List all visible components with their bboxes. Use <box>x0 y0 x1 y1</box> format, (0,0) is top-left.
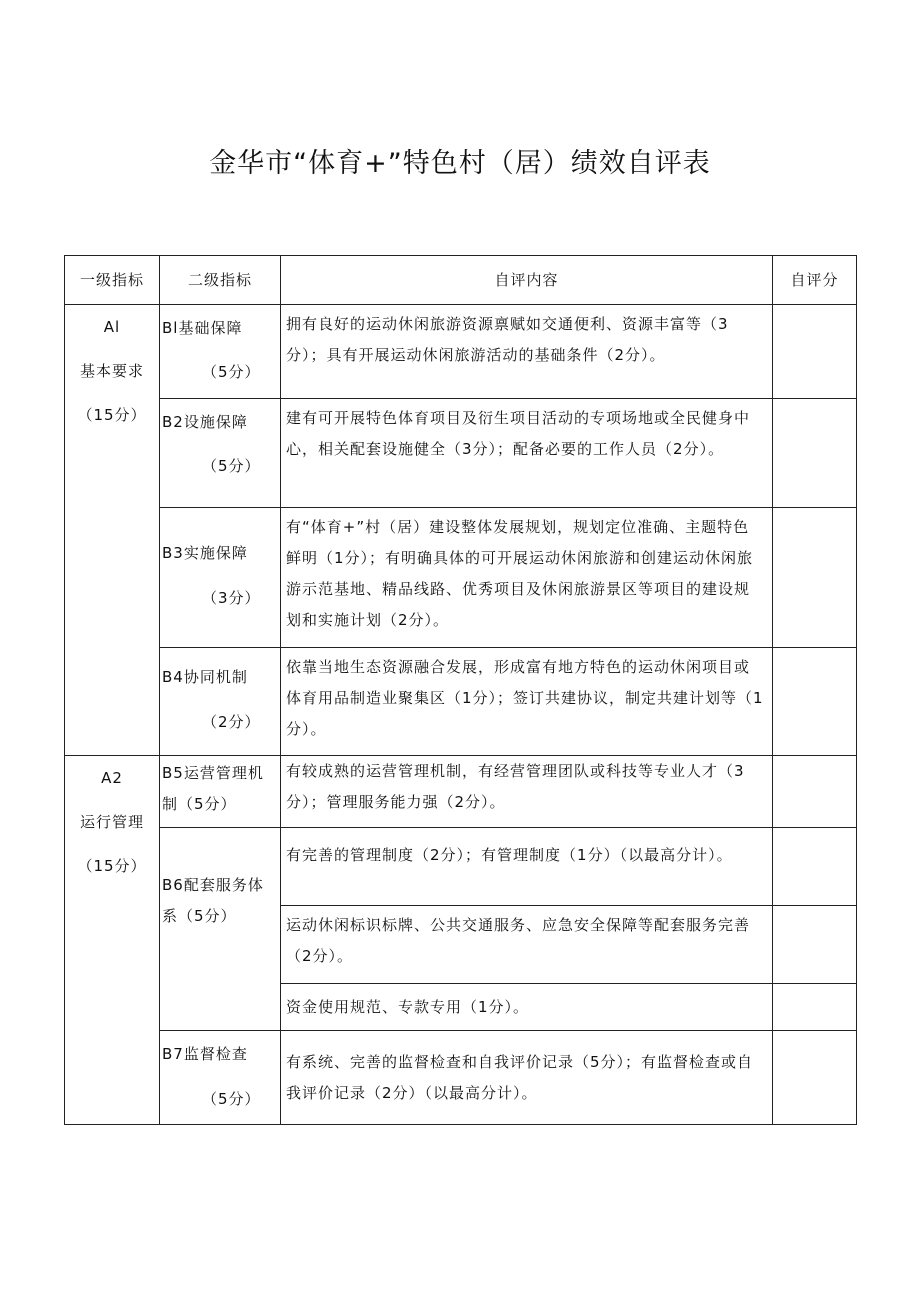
level2-cell-b5 <box>160 756 281 828</box>
table-header-row <box>65 256 857 305</box>
self-score-input[interactable] <box>773 906 857 984</box>
level1-code: A2 <box>101 769 123 787</box>
content-cell: 有系统、完善的监督检查和自我评价记录（5分）；有监督检查或自我评价记录（2分）（以最高分计）。 <box>281 1031 773 1125</box>
level2-title: Bl基础保障 <box>162 319 243 337</box>
self-score-input[interactable] <box>773 399 857 508</box>
level1-name: 运行管理 <box>79 813 144 831</box>
content-cell: 依靠当地生态资源融合发展，形成富有地方特色的运动休闲项目或体育用品制造业聚集区（1分）；签订共建协议，制定共建计划等（1分）。 <box>281 648 773 756</box>
self-score-input[interactable] <box>773 648 857 756</box>
table-row <box>65 756 857 828</box>
self-score-input[interactable] <box>773 305 857 399</box>
content-cell: 资金使用规范、专款专用（1分）。 <box>281 984 773 1031</box>
level2-title: B2设施保障 <box>162 413 248 431</box>
level2-cell-b7 <box>160 1031 281 1125</box>
content-cell: 拥有良好的运动休闲旅游资源禀赋如交通便利、资源丰富等（3分）；具有开展运动休闲旅游活动的基础条件（2分）。 <box>281 305 773 399</box>
header-content: 自评内容 <box>281 256 773 305</box>
content-cell: 有“体育+”村（居）建设整体发展规划，规划定位准确、主题特色鲜明（1分）；有明确具体的可开展运动休闲旅游和创建运动休闲旅游示范基地、精品线路、优秀项目及休闲旅游景区等项目的建设规划和实施计划（2分）。 <box>281 508 773 648</box>
level1-code: Al <box>103 318 121 336</box>
content-cell: 有完善的管理制度（2分）；有管理制度（1分）（以最高分计）。 <box>281 828 773 906</box>
level2-score: （5分） <box>202 1090 261 1108</box>
header-score: 自评分 <box>773 256 857 305</box>
level2-score: （2分） <box>202 713 261 731</box>
level2-title: B4协同机制 <box>162 668 248 686</box>
level2-title: B3实施保障 <box>162 544 248 562</box>
self-score-input[interactable] <box>773 984 857 1031</box>
self-score-input[interactable] <box>773 508 857 648</box>
level2-score: （5分） <box>202 363 261 381</box>
level2-cell-b2 <box>160 399 281 508</box>
content-cell: 运动休闲标识标牌、公共交通服务、应急安全保障等配套服务完善（2分）。 <box>281 906 773 984</box>
table-row <box>65 1031 857 1125</box>
self-score-input[interactable] <box>773 756 857 828</box>
table-row <box>65 828 857 906</box>
self-score-input[interactable] <box>773 1031 857 1125</box>
level2-cell-b1 <box>160 305 281 399</box>
level1-name: 基本要求 <box>79 362 144 380</box>
level2-title: B5运营管理机制（5分） <box>162 764 264 813</box>
level1-score: （15分） <box>77 406 147 424</box>
table-row <box>65 305 857 399</box>
content-cell: 有较成熟的运营管理机制，有经营管理团队或科技等专业人才（3分）；管理服务能力强（2分）。 <box>281 756 773 828</box>
level1-cell-a2 <box>65 756 160 1125</box>
content-cell: 建有可开展特色体育项目及衍生项目活动的专项场地或全民健身中心，相关配套设施健全（3分）；配备必要的工作人员（2分）。 <box>281 399 773 508</box>
evaluation-table <box>64 255 857 1125</box>
level2-cell-b3 <box>160 508 281 648</box>
level2-score: （3分） <box>202 589 261 607</box>
level2-title: B7监督检查 <box>162 1045 248 1063</box>
self-score-input[interactable] <box>773 828 857 906</box>
header-level1: 一级指标 <box>65 256 160 305</box>
table-row <box>65 508 857 648</box>
table-row <box>65 648 857 756</box>
level2-score: （5分） <box>202 457 261 475</box>
level1-score: （15分） <box>77 857 147 875</box>
level2-title: B6配套服务体系（5分） <box>162 876 264 925</box>
level2-cell-b4 <box>160 648 281 756</box>
level1-cell-a1 <box>65 305 160 756</box>
header-level2: 二级指标 <box>160 256 281 305</box>
level2-cell-b6 <box>160 828 281 1031</box>
page-title: 金华市“体育+”特色村（居）绩效自评表 <box>209 148 711 179</box>
table-row <box>65 399 857 508</box>
